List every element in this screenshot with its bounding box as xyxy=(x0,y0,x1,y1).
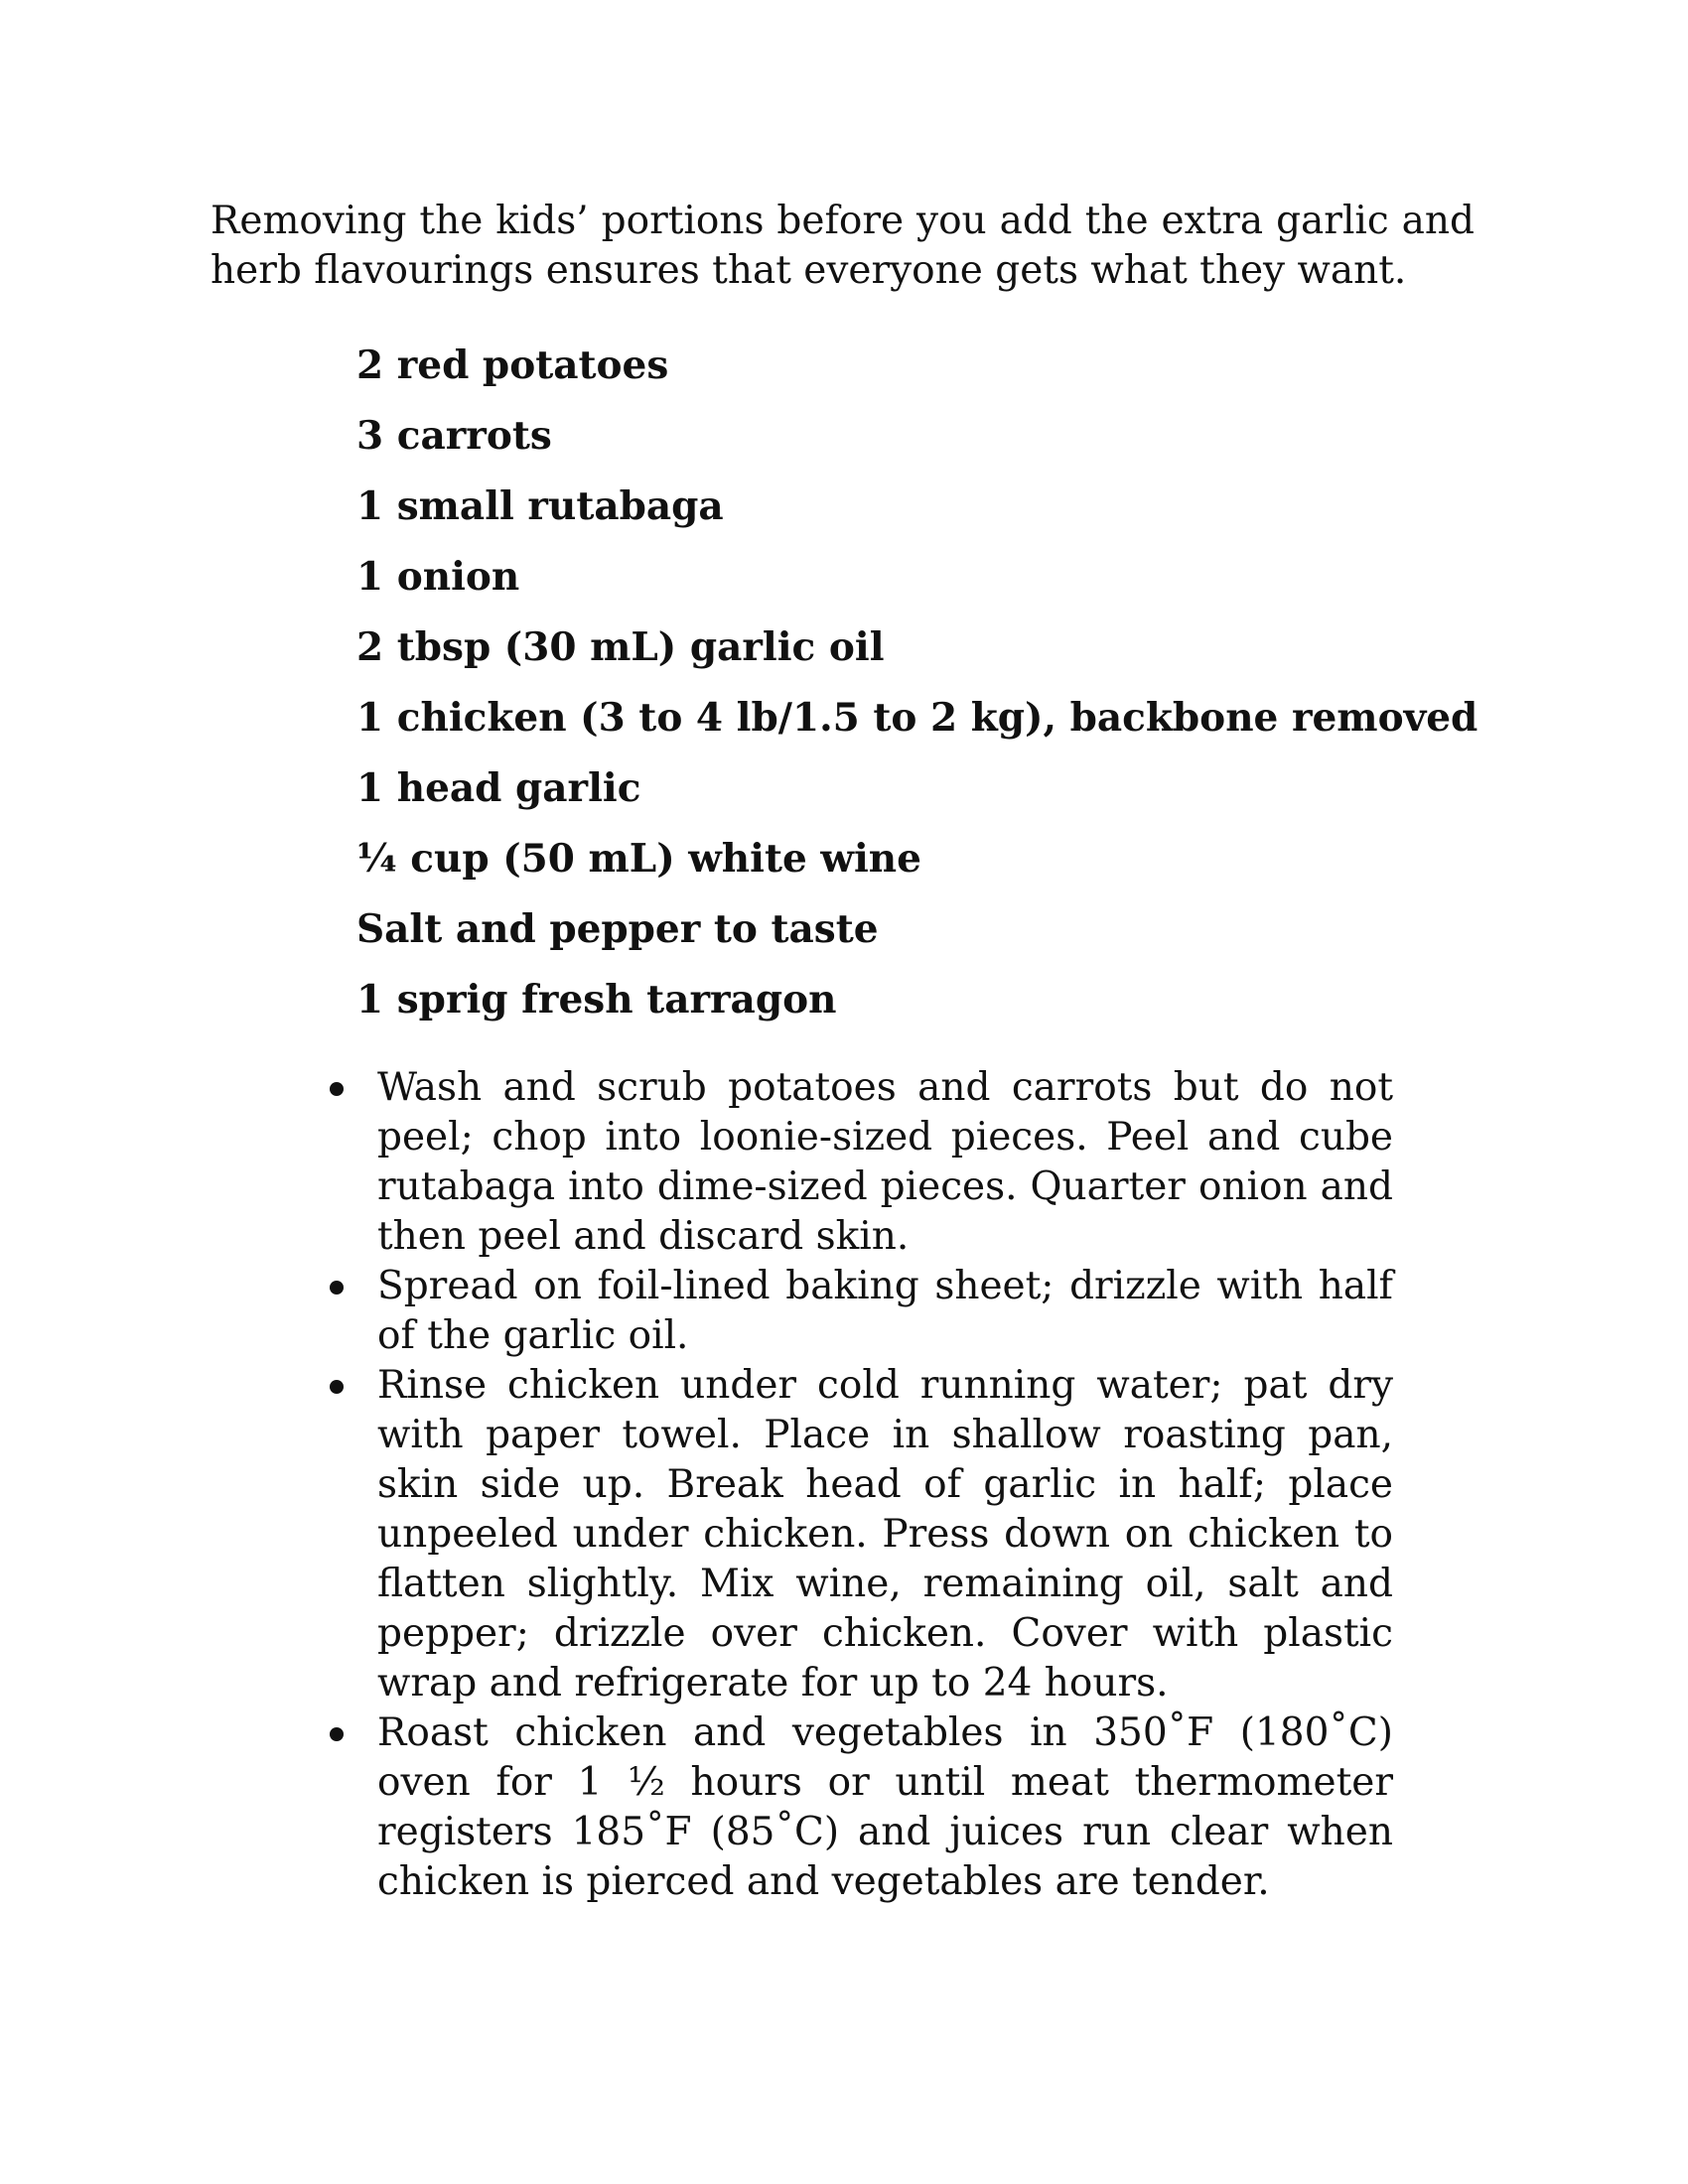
bullet-icon xyxy=(330,1727,344,1741)
method-step-text: Wash and scrub potatoes and carrots but do not peel; chop into loonie-sized pieces. Peel and cube rutabaga into dime-sized pieces. Quarter onion and then peel and discard skin. xyxy=(377,1065,1393,1259)
ingredient-item: 1 head garlic xyxy=(356,765,641,811)
bullet-icon xyxy=(330,1380,344,1394)
method-step-text: Roast chicken and vegetables in 350˚F (180˚C) oven for 1 ½ hours or until meat thermometer registers 185˚F (85˚C) and juices run clear when chicken is pierced and vegetables are tender. xyxy=(377,1710,1393,1904)
ingredient-item: 1 sprig fresh tarragon xyxy=(356,977,837,1023)
ingredient-item: 1 onion xyxy=(356,554,520,600)
bullet-icon xyxy=(330,1082,344,1096)
ingredient-item: 3 carrots xyxy=(356,413,552,459)
intro-paragraph: Removing the kids’ portions before you add the extra garlic and herb flavourings ensures that everyone gets what they want. xyxy=(211,199,1475,293)
ingredient-item: ¼ cup (50 mL) white wine xyxy=(356,836,921,882)
ingredient-list xyxy=(356,336,1477,1040)
method-step xyxy=(326,1262,1393,1361)
method-step-text: Spread on foil-lined baking sheet; drizzle with half of the garlic oil. xyxy=(377,1264,1393,1358)
ingredient-item: 2 red potatoes xyxy=(356,342,669,388)
method-step xyxy=(326,1063,1393,1262)
ingredient-item: 1 small rutabaga xyxy=(356,483,724,529)
method-step xyxy=(326,1708,1393,1907)
method-step-text: Rinse chicken under cold running water; pat dry with paper towel. Place in shallow roasting pan, skin side up. Break head of garlic in half; place unpeeled under chicken. Press down on chicken to flatten slightly. Mix wine, remaining oil, salt and pepper; drizzle over chicken. Cover with plastic wrap and refrigerate for up to 24 hours. xyxy=(377,1363,1393,1706)
method-step xyxy=(326,1361,1393,1708)
ingredient-item: 2 tbsp (30 mL) garlic oil xyxy=(356,624,885,670)
ingredient-item: 1 chicken (3 to 4 lb/1.5 to 2 kg), backbone removed xyxy=(356,695,1478,741)
bullet-icon xyxy=(330,1281,344,1295)
ingredient-item: Salt and pepper to taste xyxy=(356,906,879,952)
method-steps-list xyxy=(326,1063,1393,1907)
